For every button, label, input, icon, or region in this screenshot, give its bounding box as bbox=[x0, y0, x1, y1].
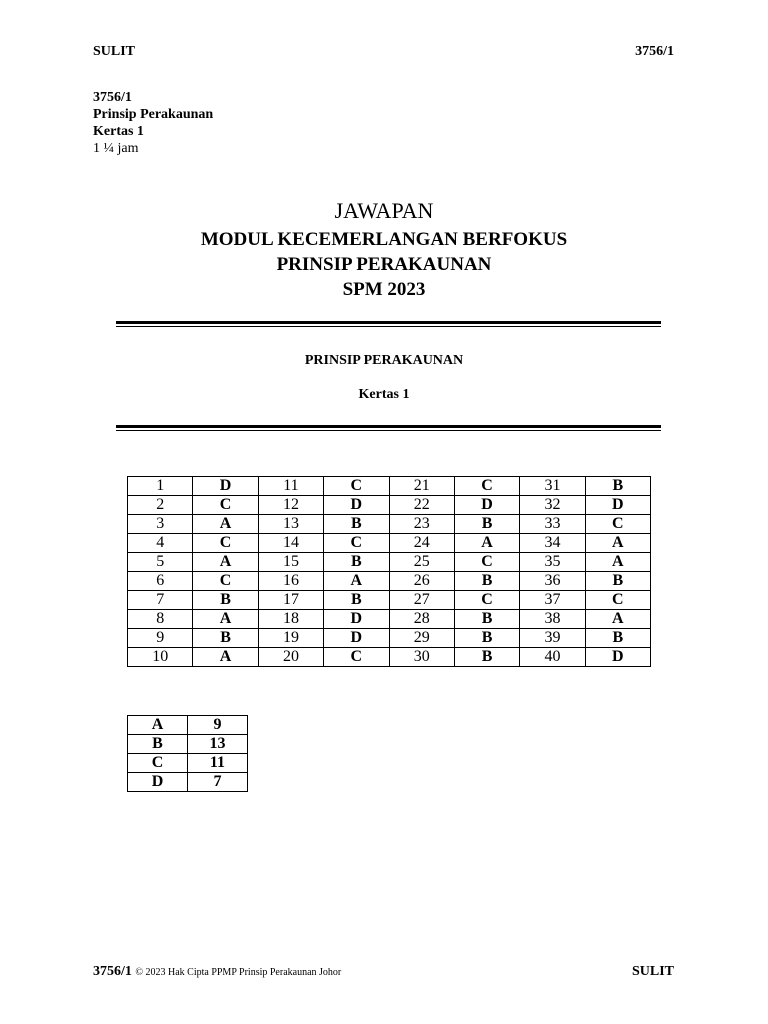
question-number-cell: 12 bbox=[258, 496, 323, 515]
answer-letter-cell: C bbox=[193, 534, 258, 553]
answer-letter-cell: A bbox=[324, 572, 389, 591]
question-number-cell: 11 bbox=[258, 477, 323, 496]
question-number-cell: 37 bbox=[520, 591, 585, 610]
question-number-cell: 25 bbox=[389, 553, 454, 572]
answer-letter-cell: C bbox=[454, 591, 519, 610]
question-number-cell: 26 bbox=[389, 572, 454, 591]
meta-subject: Prinsip Perakaunan bbox=[93, 107, 214, 122]
title-line-2: PRINSIP PERAKAUNAN bbox=[276, 254, 492, 275]
footer-code: 3756/1 bbox=[93, 964, 132, 979]
question-number-cell: 18 bbox=[258, 610, 323, 629]
answer-letter-cell: C bbox=[454, 553, 519, 572]
question-number-cell: 40 bbox=[520, 648, 585, 667]
answer-letter-cell: C bbox=[324, 648, 389, 667]
question-number-cell: 13 bbox=[258, 515, 323, 534]
table-row bbox=[128, 629, 651, 648]
answer-letter-cell: A bbox=[585, 610, 650, 629]
title-line-1: MODUL KECEMERLANGAN BERFOKUS bbox=[200, 229, 568, 250]
answer-letter-cell: D bbox=[585, 648, 650, 667]
meta-paper: Kertas 1 bbox=[93, 124, 144, 139]
question-number-cell: 27 bbox=[389, 591, 454, 610]
question-number-cell: 21 bbox=[389, 477, 454, 496]
title-main: JAWAPAN bbox=[334, 198, 434, 223]
summary-count-cell: 11 bbox=[187, 754, 247, 773]
answer-letter-cell: A bbox=[454, 534, 519, 553]
table-row bbox=[128, 534, 651, 553]
answer-letter-cell: A bbox=[193, 610, 258, 629]
answer-summary-table bbox=[127, 715, 248, 792]
header-right-code: 3756/1 bbox=[635, 44, 674, 59]
footer-copyright: © 2023 Hak Cipta PPMP Prinsip Perakaunan Johor bbox=[135, 967, 342, 978]
answer-letter-cell: B bbox=[454, 610, 519, 629]
answer-letter-cell: A bbox=[585, 534, 650, 553]
question-number-cell: 8 bbox=[128, 610, 193, 629]
summary-letter-cell: B bbox=[128, 735, 188, 754]
divider-bottom-thin bbox=[116, 430, 661, 431]
question-number-cell: 38 bbox=[520, 610, 585, 629]
question-number-cell: 36 bbox=[520, 572, 585, 591]
answer-letter-cell: B bbox=[324, 515, 389, 534]
answer-letter-cell: D bbox=[324, 610, 389, 629]
table-row bbox=[128, 754, 248, 773]
answer-letter-cell: C bbox=[454, 477, 519, 496]
answer-letter-cell: B bbox=[454, 629, 519, 648]
question-number-cell: 22 bbox=[389, 496, 454, 515]
question-number-cell: 2 bbox=[128, 496, 193, 515]
answer-letter-cell: C bbox=[324, 534, 389, 553]
summary-letter-cell: C bbox=[128, 754, 188, 773]
answer-letter-cell: C bbox=[585, 591, 650, 610]
title-line-3: SPM 2023 bbox=[342, 279, 426, 300]
footer-left bbox=[93, 964, 341, 980]
table-row bbox=[128, 735, 248, 754]
answer-letter-cell: B bbox=[454, 648, 519, 667]
question-number-cell: 35 bbox=[520, 553, 585, 572]
summary-count-cell: 13 bbox=[187, 735, 247, 754]
divider-bottom-thick bbox=[116, 425, 661, 428]
answer-letter-cell: B bbox=[324, 591, 389, 610]
section-paper: Kertas 1 bbox=[358, 387, 410, 402]
question-number-cell: 31 bbox=[520, 477, 585, 496]
meta-duration: 1 ¼ jam bbox=[93, 141, 139, 156]
table-row bbox=[128, 515, 651, 534]
answer-letter-cell: A bbox=[585, 553, 650, 572]
question-number-cell: 3 bbox=[128, 515, 193, 534]
question-number-cell: 34 bbox=[520, 534, 585, 553]
answer-letter-cell: C bbox=[585, 515, 650, 534]
table-row bbox=[128, 716, 248, 735]
answer-letter-cell: C bbox=[193, 572, 258, 591]
answer-letter-cell: B bbox=[585, 572, 650, 591]
summary-count-cell: 9 bbox=[187, 716, 247, 735]
question-number-cell: 29 bbox=[389, 629, 454, 648]
question-number-cell: 5 bbox=[128, 553, 193, 572]
answer-letter-cell: C bbox=[324, 477, 389, 496]
answer-letter-cell: A bbox=[193, 515, 258, 534]
question-number-cell: 19 bbox=[258, 629, 323, 648]
table-row bbox=[128, 610, 651, 629]
answer-letter-cell: D bbox=[585, 496, 650, 515]
answer-letter-cell: B bbox=[454, 572, 519, 591]
table-row bbox=[128, 648, 651, 667]
summary-letter-cell: A bbox=[128, 716, 188, 735]
footer-right-label: SULIT bbox=[631, 964, 674, 979]
answer-letter-cell: D bbox=[324, 629, 389, 648]
summary-count-cell: 7 bbox=[187, 773, 247, 792]
question-number-cell: 4 bbox=[128, 534, 193, 553]
question-number-cell: 32 bbox=[520, 496, 585, 515]
divider-top-thick bbox=[116, 321, 661, 324]
question-number-cell: 14 bbox=[258, 534, 323, 553]
question-number-cell: 33 bbox=[520, 515, 585, 534]
answer-letter-cell: D bbox=[324, 496, 389, 515]
answer-letter-cell: A bbox=[193, 648, 258, 667]
question-number-cell: 1 bbox=[128, 477, 193, 496]
answer-letter-cell: B bbox=[454, 515, 519, 534]
answer-table bbox=[127, 476, 651, 667]
answer-letter-cell: B bbox=[324, 553, 389, 572]
answer-letter-cell: D bbox=[193, 477, 258, 496]
question-number-cell: 23 bbox=[389, 515, 454, 534]
divider-top-thin bbox=[116, 326, 661, 327]
answer-letter-cell: C bbox=[193, 496, 258, 515]
question-number-cell: 24 bbox=[389, 534, 454, 553]
table-row bbox=[128, 553, 651, 572]
question-number-cell: 39 bbox=[520, 629, 585, 648]
question-number-cell: 9 bbox=[128, 629, 193, 648]
answer-letter-cell: B bbox=[193, 591, 258, 610]
answer-letter-cell: B bbox=[585, 477, 650, 496]
question-number-cell: 28 bbox=[389, 610, 454, 629]
question-number-cell: 16 bbox=[258, 572, 323, 591]
summary-letter-cell: D bbox=[128, 773, 188, 792]
answer-letter-cell: B bbox=[585, 629, 650, 648]
table-row bbox=[128, 773, 248, 792]
question-number-cell: 30 bbox=[389, 648, 454, 667]
table-row bbox=[128, 477, 651, 496]
table-row bbox=[128, 591, 651, 610]
question-number-cell: 15 bbox=[258, 553, 323, 572]
answer-letter-cell: D bbox=[454, 496, 519, 515]
question-number-cell: 6 bbox=[128, 572, 193, 591]
section-subject: PRINSIP PERAKAUNAN bbox=[304, 353, 464, 368]
question-number-cell: 20 bbox=[258, 648, 323, 667]
question-number-cell: 10 bbox=[128, 648, 193, 667]
header-left-label: SULIT bbox=[93, 44, 136, 59]
answer-letter-cell: A bbox=[193, 553, 258, 572]
question-number-cell: 7 bbox=[128, 591, 193, 610]
meta-code: 3756/1 bbox=[93, 90, 132, 105]
question-number-cell: 17 bbox=[258, 591, 323, 610]
table-row bbox=[128, 572, 651, 591]
answer-letter-cell: B bbox=[193, 629, 258, 648]
table-row bbox=[128, 496, 651, 515]
